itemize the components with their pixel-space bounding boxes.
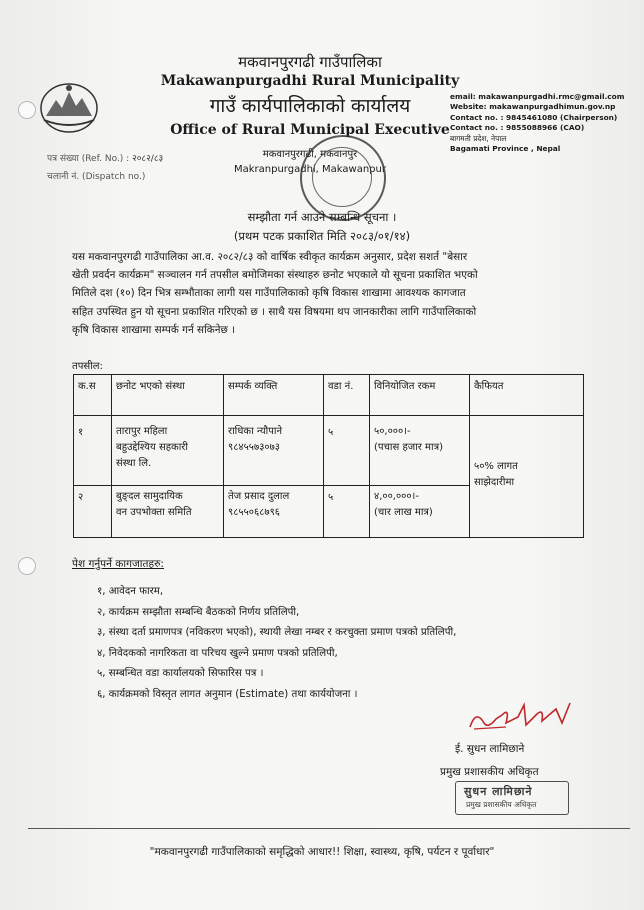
col-header-ward: वडा नं. [324,375,370,416]
notice-paragraph [72,248,584,339]
row-remark [470,416,584,538]
paragraph-line: मितिले दश (१०) दिन भित्र सम्भौताका लागी यस गाउँपालिकाको कृषि विकास शाखामा आवश्यक कागजात [72,287,466,300]
location-np: मकवानपुरगढी, मकवानपुर [262,149,358,160]
municipality-name-en: Makawanpurgadhi Rural Municipality [160,73,460,89]
list-item: १, आवेदन फारम, [97,586,164,597]
list-item: ३, संस्था दर्ता प्रमाणपत्र (नविकरण भएको), स्थायी लेखा नम्बर र करचुक्ता प्रमाण पत्रको प्रतिलिपी, [97,627,457,638]
paragraph-line: सहित उपस्थित हुन यो सूचना प्रकाशित गरिएको छ । साथै यस विषयमा थप जानकारीका लागि गाउँपालिकाको [72,305,477,318]
office-name-en: Office of Rural Municipal Executive [170,122,450,138]
table-row [74,416,584,486]
amount-words: (पचास हजार मात्र) [374,442,444,453]
ref-label: पत्र संख्या (Ref. No.) : [47,154,130,164]
table-header-row [74,375,584,416]
footer-slogan: "मकवानपुरगढी गाउँपालिकाको समृद्धिको आधार!! शिक्षा, स्वास्थ्य, कृषि, पर्यटन र पूर्वाधार" [149,846,495,858]
list-item: ६, कार्यक्रमको विस्तृत लागत अनुमान (Estimate) तथा कार्ययोजना । [97,688,358,700]
remark-line: ५०% लागत [474,461,518,472]
row-amount [370,416,470,486]
col-header-remark: कैफियत [470,375,584,416]
remark-line: साझेदारीमा [474,477,515,488]
province-np: बागमती प्रदेश, नेपाल [450,133,507,143]
col-header-contact: सम्पर्क व्यक्ति [224,375,324,416]
name-stamp [455,781,569,815]
notice-title: सम्झौता गर्न आउने सम्बन्धि सूचना । [247,210,397,224]
amount-words: (चार लाख मात्र) [374,507,433,518]
row-org [112,416,224,486]
row-ward: ५ [324,486,370,538]
stamp-designation: प्रमुख प्रशासकीय अधिकृत [466,800,537,809]
location-en: Makranpurgadhi, Makawanpur [234,164,386,175]
org-line: बहुउद्देश्यिय सहकारी [116,442,188,453]
stamp-name: सुधन लामिछाने [464,785,533,798]
col-header-sn: क.स [74,375,112,416]
list-item: ४, निवेदकको नागरिकता वा परिचय खुल्ने प्रमाण पत्रको प्रतिलिपी, [97,647,338,659]
contact-name: राधिका न्यौपाने [228,426,283,437]
documents-list [97,582,456,705]
contact-name: तेज प्रसाद दुलाल [228,491,290,502]
office-name-np: गाउँ कार्यपालिकाको कार्यालय [209,95,411,117]
ref-value: २०८२/८३ [132,154,164,164]
province-en: Bagamati Province , Nepal [450,144,561,154]
website-text: Website: makawanpurgadhimun.gov.np [450,102,616,112]
contact-block [450,92,624,154]
list-item: ५, सम्बन्धित वडा कार्यालयको सिफारिस पत्र । [97,668,264,679]
amount-value: ५०,०००।- [374,426,411,437]
contact-phone: ९८४५५७३०७३ [228,442,280,453]
contact-cao: Contact no. : 9855088966 (CAO) [450,123,585,133]
list-item: २, कार्यक्रम सम्झौता सम्बन्धि बैठकको निर्णय प्रतिलिपी, [97,606,300,618]
municipality-name-np: मकवानपुरगढी गाउँपालिका [238,53,382,71]
amount-value: ४,००,०००।- [374,491,419,502]
row-org [112,486,224,538]
org-line: संस्था लि. [116,458,152,469]
documents-heading: पेश गर्नुपर्ने कागजातहरु: [72,558,164,570]
notice-subtitle: (प्रथम पटक प्रकाशित मिति २०८३/०१/१४) [233,229,411,243]
punch-hole [18,557,36,575]
contact-chairperson: Contact no. : 9845461080 (Chairperson) [450,112,618,122]
reference-block [47,150,163,186]
org-line: बुङ्दल सामुदायिक [116,491,183,502]
signatory-designation: प्रमुख प्रशासकीय अधिकृत [440,766,539,778]
org-line: वन उपभोक्ता समिति [116,507,192,518]
dispatch-label: चलानी नं. (Dispatch no.) [47,172,146,182]
signatory-name: ई. सुधन लामिछाने [455,743,525,755]
row-amount [370,486,470,538]
paragraph-line: खेती प्रवर्दन कार्यक्रम" सञ्चालन गर्न तपसील बमोजिमका संस्थाहरु छनोट भएकाले यो सूचना प्रकाशित भएको [72,269,478,282]
col-header-amount: विनियोजित रकम [370,375,470,416]
row-ward: ५ [324,416,370,486]
row-contact [224,486,324,538]
selected-organizations-table [73,374,584,538]
email-text: email: makawanpurgadhi.rmc@gmail.com [450,92,625,101]
col-header-org: छनोट भएको संस्था [112,375,224,416]
paragraph-line: यस मकवानपुरगढी गाउँपालिका आ.व. २०८२/८३ को वार्षिक स्वीकृत कार्यक्रम अनुसार, प्रदेश सशर्त "बेसार [72,251,468,263]
handwritten-signature [466,697,586,733]
paragraph-line: कृषि विकास शाखामा सम्पर्क गर्न सकिनेछ । [72,323,236,336]
row-sn: २ [74,486,112,538]
details-label: तपसील: [72,361,103,372]
row-sn: १ [74,416,112,486]
punch-hole [18,101,36,119]
org-line: तारापुर महिला [116,426,168,437]
contact-phone: ९८५५०६८७९६ [228,507,280,518]
footer-divider [28,828,630,829]
row-contact [224,416,324,486]
office-round-stamp [300,135,386,221]
nepal-emblem-icon [38,78,100,134]
